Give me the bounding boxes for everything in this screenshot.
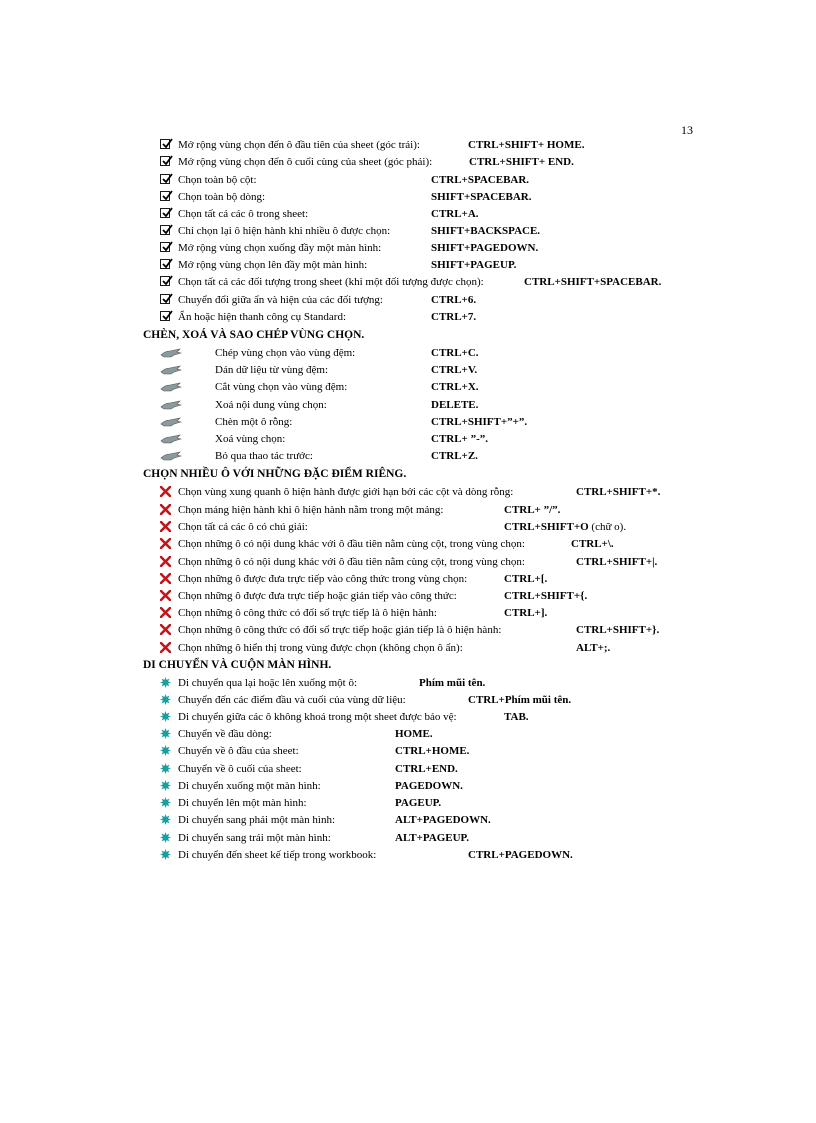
checkbox-icon <box>160 225 170 235</box>
list-item: Cắt vùng chọn vào vùng đệm: CTRL+X. <box>160 379 660 396</box>
flower-bullet-icon <box>160 849 171 860</box>
list-item: Xoá vùng chọn: CTRL+ ”-”. <box>160 431 660 448</box>
flower-bullet-icon <box>160 694 171 705</box>
list-item: Chép vùng chọn vào vùng đệm: CTRL+C. <box>160 345 660 362</box>
list-item: Mở rộng vùng chọn đến ô đầu tiên của sheet (góc trái): CTRL+SHIFT+ HOME. <box>160 137 720 154</box>
list-item: Dán dữ liệu từ vùng đệm: CTRL+V. <box>160 362 660 379</box>
list-item: Chuyển về ô cuối của sheet: CTRL+END. <box>160 761 660 778</box>
list-item: Di chuyển sang trái một màn hình: ALT+PAGEUP. <box>160 830 660 847</box>
section-heading-copy: CHÈN, XOÁ VÀ SAO CHÉP VÙNG CHỌN. <box>143 329 365 341</box>
flower-bullet-icon <box>160 711 171 722</box>
list-item: Bỏ qua thao tác trước: CTRL+Z. <box>160 448 660 465</box>
list-item: Chọn tất cả các ô có chú giải: CTRL+SHIFT+O (chữ o). <box>160 519 680 536</box>
pointing-hand-icon <box>160 450 182 462</box>
section-heading-move: DI CHUYỂN VÀ CUỘN MÀN HÌNH. <box>143 659 332 671</box>
cross-icon <box>160 607 171 618</box>
list-item: Chuyển đến các điểm đầu và cuối của vùng dữ liệu: CTRL+Phím mũi tên. <box>160 692 660 709</box>
cross-icon <box>160 538 171 549</box>
list-item: Ẩn hoặc hiện thanh công cụ Standard: CTRL+7. <box>160 309 720 326</box>
list-item: Chèn một ô rỗng: CTRL+SHIFT+”+”. <box>160 414 660 431</box>
pointing-hand-icon <box>160 347 182 359</box>
list-item: Chuyển về ô đầu của sheet: CTRL+HOME. <box>160 743 660 760</box>
checkbox-icon <box>160 276 170 286</box>
list-item: Chuyển về đầu dòng: HOME. <box>160 726 660 743</box>
list-item: Chọn những ô có nội dung khác với ô đầu tiên nằm cùng cột, trong vùng chọn: CTRL+SHIFT+|. <box>160 554 680 571</box>
checkbox-icon <box>160 259 170 269</box>
list-item: Mở rộng vùng chọn xuống đầy một màn hình: SHIFT+PAGEDOWN. <box>160 240 720 257</box>
list-item: Di chuyển đến sheet kế tiếp trong workbook: CTRL+PAGEDOWN. <box>160 847 660 864</box>
flower-bullet-icon <box>160 677 171 688</box>
list-item: Chọn toàn bộ cột: CTRL+SPACEBAR. <box>160 172 720 189</box>
cross-icon <box>160 521 171 532</box>
pointing-hand-icon <box>160 416 182 428</box>
list-item: Chuyển đổi giữa ẩn và hiện của các đối tượng: CTRL+6. <box>160 292 720 309</box>
pointing-hand-icon <box>160 381 182 393</box>
pointing-hand-icon <box>160 364 182 376</box>
list-item: Xoá nội dung vùng chọn: DELETE. <box>160 397 660 414</box>
list-item: Mở rộng vùng chọn đến ô cuối cùng của sheet (góc phải): CTRL+SHIFT+ END. <box>160 154 720 171</box>
list-item: Chọn những ô công thức có đối số trực tiếp hoặc gián tiếp là ô hiện hành: CTRL+SHIFT+}. <box>160 622 680 639</box>
cross-icon <box>160 504 171 515</box>
page-number: 13 <box>681 123 693 137</box>
list-item: Chọn toàn bộ dòng: SHIFT+SPACEBAR. <box>160 189 720 206</box>
cross-icon <box>160 486 171 497</box>
list-item: Chọn những ô có nội dung khác với ô đầu tiên nằm cùng cột, trong vùng chọn: CTRL+\. <box>160 536 680 553</box>
list-item: Chỉ chọn lại ô hiện hành khi nhiều ô được chọn: SHIFT+BACKSPACE. <box>160 223 720 240</box>
checkbox-icon <box>160 294 170 304</box>
list-item: Di chuyển xuống một màn hình: PAGEDOWN. <box>160 778 660 795</box>
checkbox-icon <box>160 208 170 218</box>
checkbox-icon <box>160 156 170 166</box>
list-item: Chọn tất cả các đối tượng trong sheet (khi một đối tượng được chọn): CTRL+SHIFT+SPACEBAR. <box>160 274 720 291</box>
flower-bullet-icon <box>160 780 171 791</box>
checkbox-icon <box>160 191 170 201</box>
pointing-hand-icon <box>160 399 182 411</box>
list-item: Di chuyển giữa các ô không khoá trong một sheet được bảo vệ: TAB. <box>160 709 660 726</box>
flower-bullet-icon <box>160 797 171 808</box>
list-item: Di chuyển qua lại hoặc lên xuống một ô: Phím mũi tên. <box>160 675 660 692</box>
list-item: Di chuyển lên một màn hình: PAGEUP. <box>160 795 660 812</box>
cross-icon <box>160 624 171 635</box>
list-item: Chọn những ô được đưa trực tiếp hoặc gián tiếp vào công thức: CTRL+SHIFT+{. <box>160 588 680 605</box>
list-item: Chọn những ô hiển thị trong vùng được chọn (không chọn ô ẩn): ALT+;. <box>160 640 680 657</box>
checkbox-icon <box>160 139 170 149</box>
cross-icon <box>160 556 171 567</box>
checkbox-icon <box>160 242 170 252</box>
list-item: Mở rộng vùng chọn lên đầy một màn hình: SHIFT+PAGEUP. <box>160 257 720 274</box>
list-item: Chọn những ô được đưa trực tiếp vào công thức trong vùng chọn: CTRL+[. <box>160 571 680 588</box>
flower-bullet-icon <box>160 745 171 756</box>
checkbox-icon <box>160 174 170 184</box>
cross-icon <box>160 590 171 601</box>
flower-bullet-icon <box>160 814 171 825</box>
flower-bullet-icon <box>160 728 171 739</box>
checkbox-icon <box>160 311 170 321</box>
cross-icon <box>160 573 171 584</box>
flower-bullet-icon <box>160 832 171 843</box>
pointing-hand-icon <box>160 433 182 445</box>
list-item: Chọn tất cả các ô trong sheet: CTRL+A. <box>160 206 720 223</box>
list-item: Chọn những ô công thức có đối số trực tiếp là ô hiện hành: CTRL+]. <box>160 605 680 622</box>
list-item: Chọn mảng hiện hành khi ô hiện hành nằm trong một mảng: CTRL+ ”/”. <box>160 502 680 519</box>
flower-bullet-icon <box>160 763 171 774</box>
cross-icon <box>160 642 171 653</box>
list-item: Chọn vùng xung quanh ô hiện hành được giới hạn bởi các cột và dòng rỗng: CTRL+SHIFT+*. <box>160 484 680 501</box>
list-item: Di chuyển sang phải một màn hình: ALT+PAGEDOWN. <box>160 812 660 829</box>
section-heading-special: CHỌN NHIỀU Ô VỚI NHỮNG ĐẶC ĐIỂM RIÊNG. <box>143 468 407 480</box>
